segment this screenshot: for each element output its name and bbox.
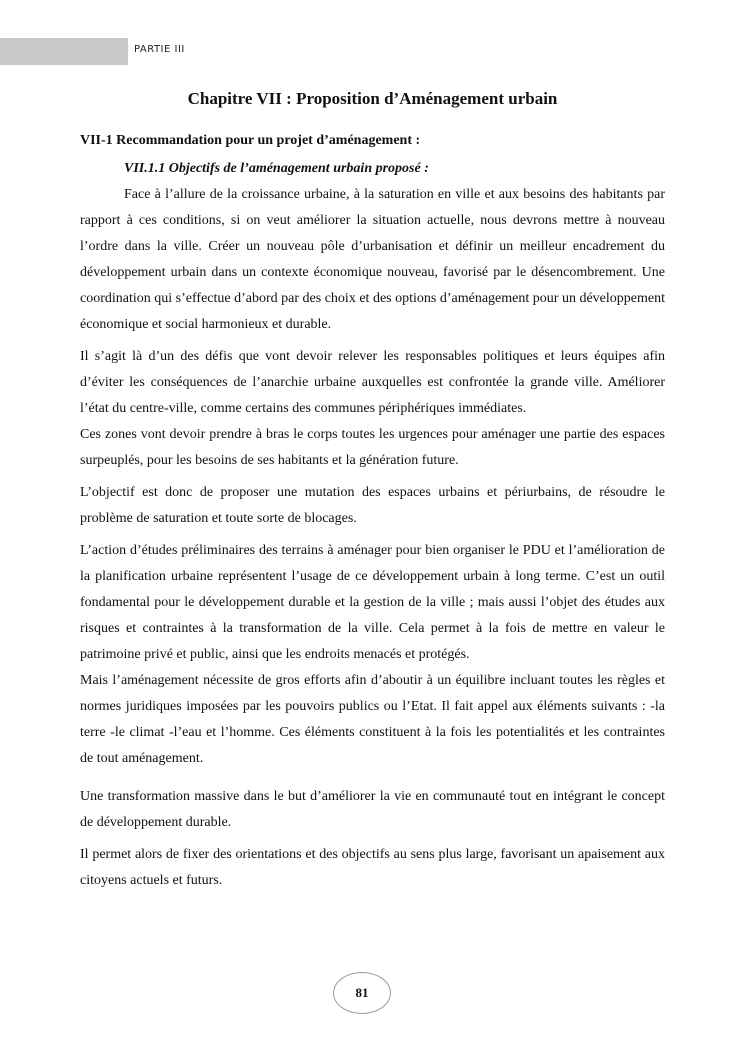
part-label: PARTIE III bbox=[134, 44, 185, 55]
paragraph: Il s’agit là d’un des défis que vont devoir relever les responsables politiques et leurs équipes afin d’éviter les conséquences de l’anarchie urbaine auxquelles est confrontée la grande ville. Améliorer l’état du centre-ville, comme certains des communes périphériques immédiates. bbox=[80, 349, 665, 416]
chapter-title: Chapitre VII : Proposition d’Aménagement urbain bbox=[187, 89, 558, 108]
header-bar bbox=[0, 38, 128, 65]
paragraph: L’action d’études préliminaires des terrains à aménager pour bien organiser le PDU et l’amélioration de la planification urbaine représentent l’usage de ce développement urbain à long terme. C’est un outil fondamental pour le développement durable et la gestion de la ville ; mais aussi l’objet des études aux risques et contraintes à la transformation de la ville. Cela permet à la fois de mettre en valeur le patrimoine privé et public, ainsi que les endroits menacés et protégés. bbox=[80, 543, 665, 662]
page-number: 81 bbox=[333, 972, 391, 1014]
paragraph: Il permet alors de fixer des orientations et des objectifs au sens plus large, favorisant un apaisement aux citoyens actuels et futurs. bbox=[80, 847, 665, 888]
paragraph: Une transformation massive dans le but d’améliorer la vie en communauté tout en intégrant le concept de développement durable. bbox=[80, 789, 665, 830]
body-text bbox=[80, 182, 665, 894]
paragraph: L’objectif est donc de proposer une mutation des espaces urbains et périurbains, de résoudre le problème de saturation et toute sorte de blocages. bbox=[80, 485, 665, 526]
subsection-title: VII.1.1 Objectifs de l’aménagement urbain proposé : bbox=[124, 161, 429, 176]
section-title: VII-1 Recommandation pour un projet d’aménagement : bbox=[80, 133, 421, 148]
paragraph: Mais l’aménagement nécessite de gros efforts afin d’aboutir à un équilibre incluant toutes les règles et normes juridiques imposées par les pouvoirs publics ou l’Etat. Il fait appel aux éléments suivants : -la terre -le climat -l’eau et l’homme. Ces éléments constituent à la fois les potentialités et les contraintes de tout aménagement. bbox=[80, 673, 665, 766]
paragraph: Face à l’allure de la croissance urbaine, à la saturation en ville et aux besoins des habitants par rapport à ces conditions, si on veut améliorer la situation actuelle, nous devrons mettre à nouveau l’ordre dans la ville. Créer un nouveau pôle d’urbanisation et définir un meilleur encadrement du développement urbain dans un contexte économique nouveau, favorisé par le désencombrement. Une coordination qui s’effectue d’abord par des choix et des options d’aménagement pour un développement économique et social harmonieux et durable. bbox=[80, 187, 665, 332]
paragraph: Ces zones vont devoir prendre à bras le corps toutes les urgences pour aménager une partie des espaces surpeuplés, pour les besoins de ses habitants et la génération future. bbox=[80, 427, 665, 468]
